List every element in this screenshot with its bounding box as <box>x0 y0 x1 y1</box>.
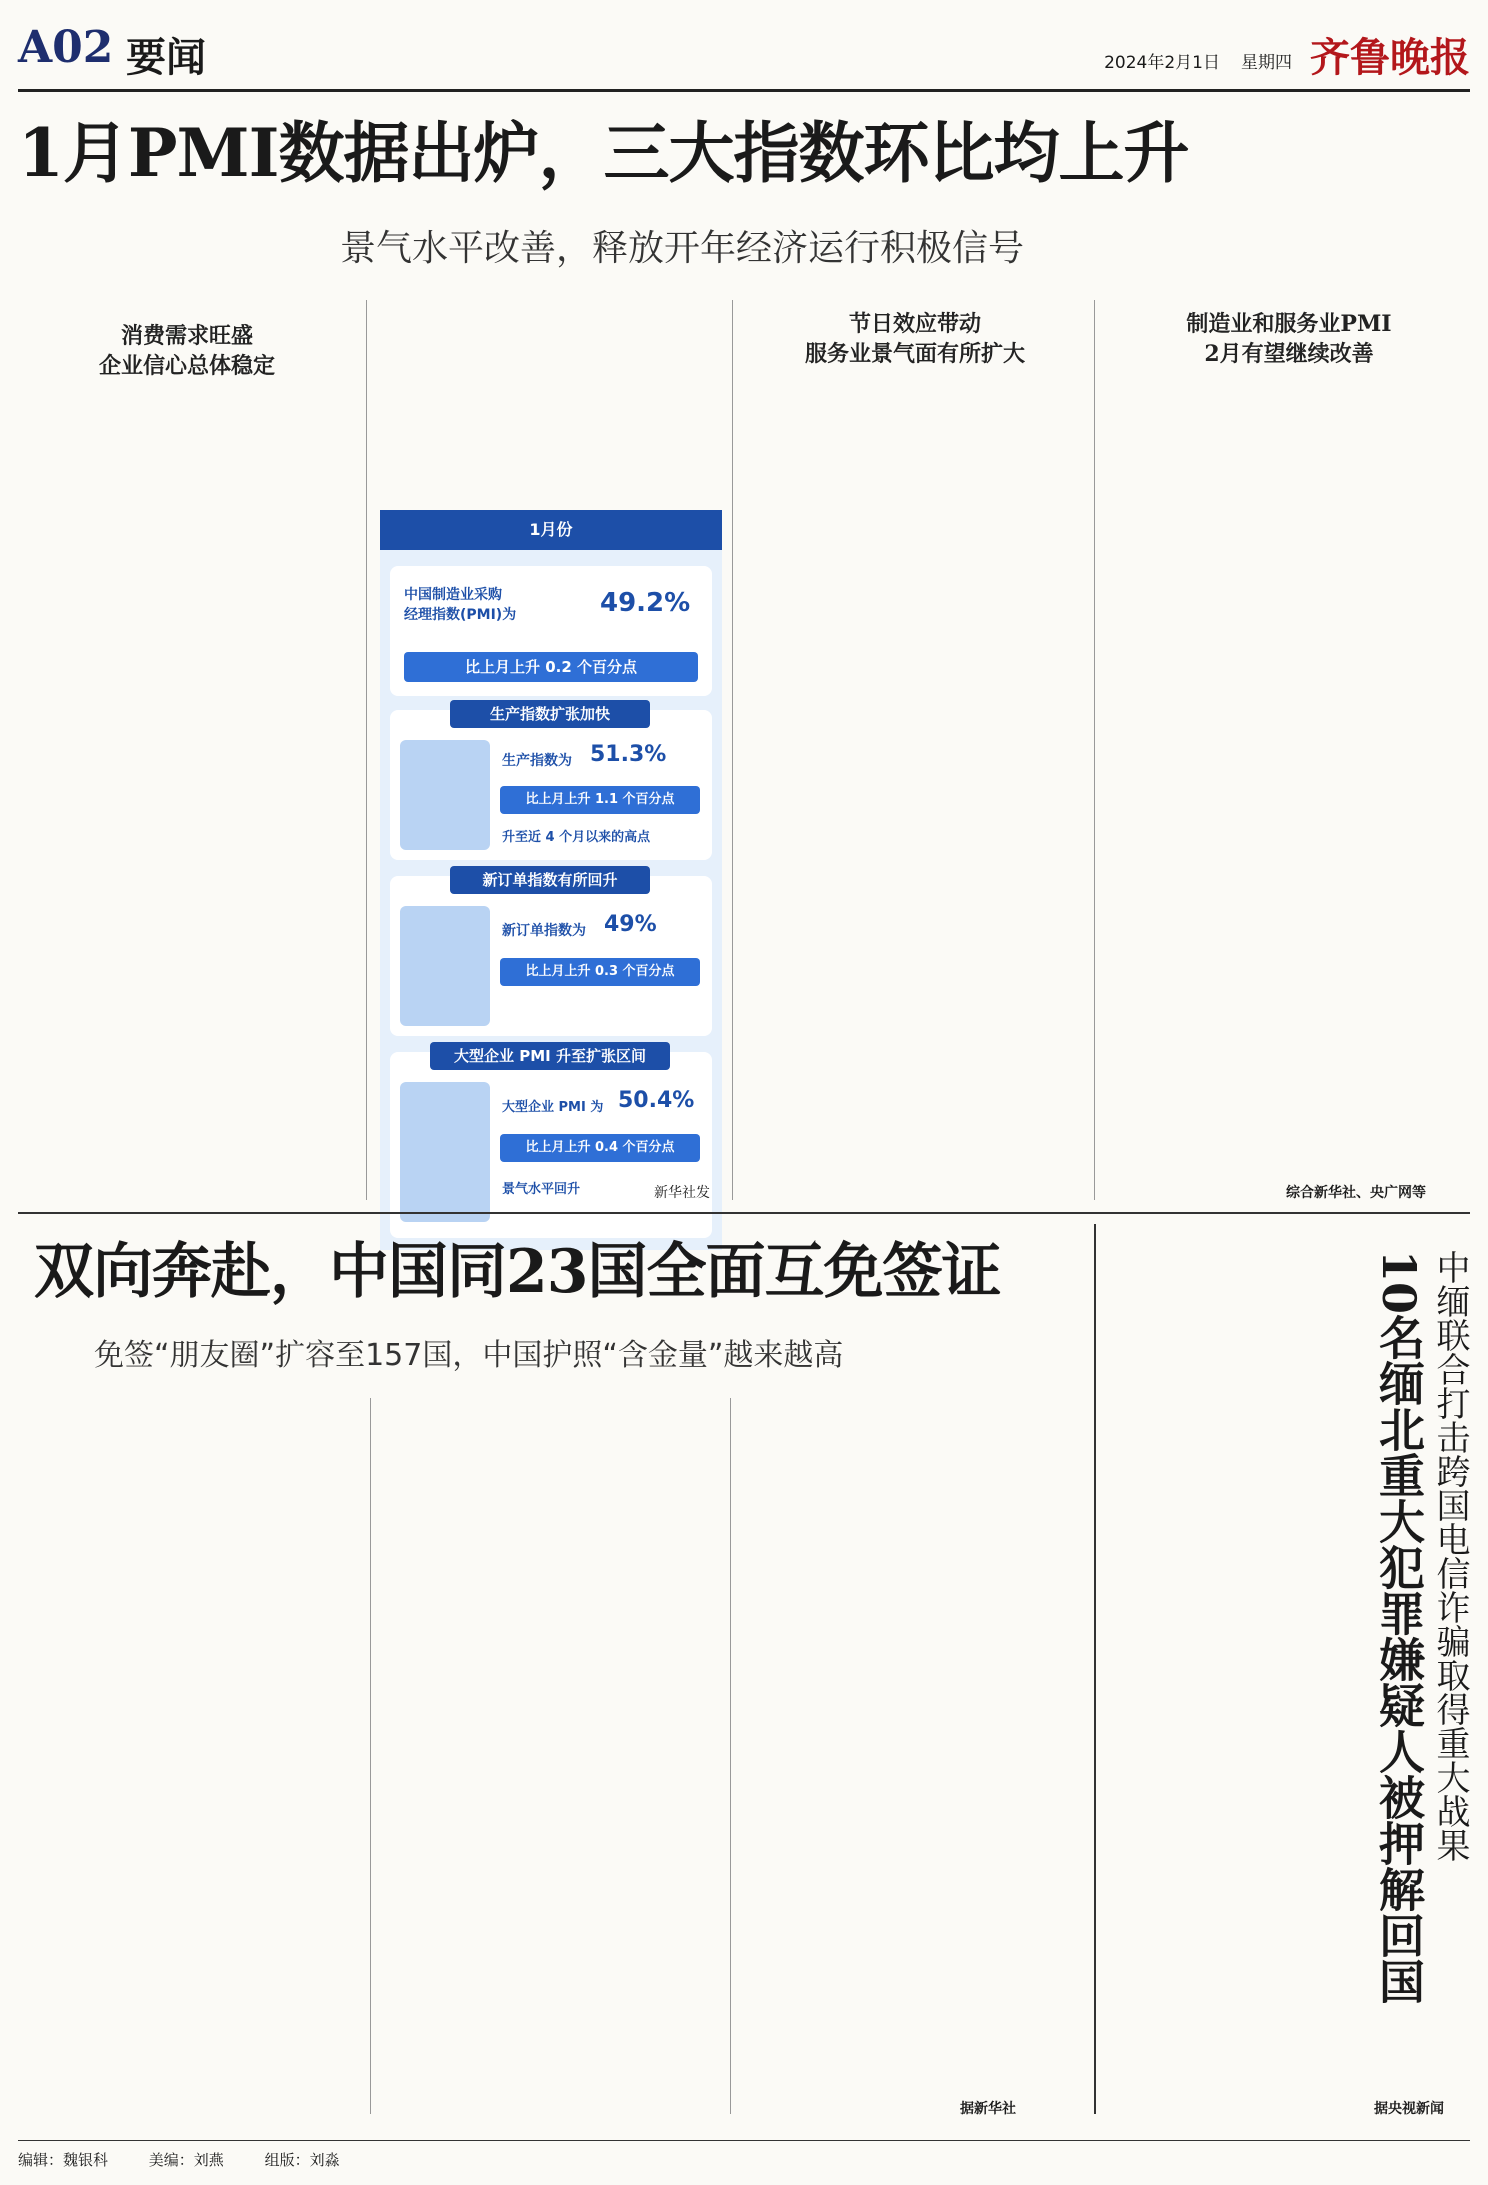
infographic-month: 1月份 <box>529 520 573 539</box>
story3-source: 据央视新闻 <box>1374 2101 1444 2117</box>
story3-headline: 10名缅北重大犯罪嫌疑人被押解回国 <box>1372 1250 1426 2005</box>
new-orders-value: 49% <box>604 912 657 937</box>
new-orders-label: 新订单指数为 <box>502 923 586 939</box>
newspaper-logo: 齐鲁晚报 <box>1310 34 1470 81</box>
new-orders-change: 比上月上升 0.3 个百分点 <box>500 958 700 986</box>
story1-col4-subtitle: 制造业和服务业PMI 2月有望继续改善 <box>1186 311 1392 367</box>
photo-credit: 新华社发 <box>654 1185 710 1201</box>
story1-source: 综合新华社、央广网等 <box>1286 1185 1426 1201</box>
large-enterprise-label: 大型企业 PMI 为 <box>502 1100 604 1115</box>
footer-proofreader: 组版：刘淼 <box>264 2151 340 2169</box>
large-enterprise-note: 景气水平回升 <box>502 1182 581 1197</box>
column-rule <box>366 300 367 1200</box>
page-footer <box>18 2140 1470 2170</box>
city-buildings-illustration <box>400 1082 490 1222</box>
column-rule <box>732 300 733 1200</box>
production-index-tag: 生产指数扩张加快 <box>450 700 650 728</box>
calculator-illustration <box>400 906 490 1026</box>
manufacturing-pmi-label: 中国制造业采购 经理指数(PMI)为 <box>404 587 517 623</box>
production-index-note: 升至近 4 个月以来的高点 <box>502 830 651 845</box>
story1-column-3 <box>746 300 1084 1200</box>
story3-column <box>1108 1226 1358 2106</box>
story2-column-2 <box>380 1398 720 2114</box>
story2-headline: 双向奔赴，中国同23国全面互免签证 <box>34 1237 1001 1307</box>
panel-manufacturing-pmi <box>390 566 712 696</box>
panel-new-orders-index <box>390 871 712 1036</box>
story3-subhead: 中缅联合打击跨国电信诈骗取得重大战果 <box>1430 1250 1470 1862</box>
factory-robot-illustration <box>400 740 490 850</box>
issue-weekday: 星期四 <box>1241 53 1292 73</box>
story1-col1-subtitle: 消费需求旺盛 企业信心总体稳定 <box>98 323 275 379</box>
story1-subhead: 景气水平改善，释放开年经济运行积极信号 <box>340 228 1025 269</box>
large-enterprise-tag: 大型企业 PMI 升至扩张区间 <box>430 1042 670 1070</box>
footer-designer: 美编：刘燕 <box>148 2151 224 2169</box>
panel-production-index <box>390 705 712 860</box>
issue-date: 2024年2月1日 <box>1104 53 1220 73</box>
panel-large-enterprise-pmi <box>390 1047 712 1238</box>
large-enterprise-value: 50.4% <box>618 1088 695 1113</box>
production-index-label: 生产指数为 <box>502 753 572 769</box>
story1-lead <box>380 300 722 490</box>
production-index-value: 51.3% <box>590 742 667 767</box>
column-rule <box>730 1398 731 2114</box>
new-orders-tag: 新订单指数有所回升 <box>450 866 650 894</box>
footer-editor: 编辑：魏银科 <box>18 2151 109 2169</box>
story1-column-4 <box>1108 300 1470 1180</box>
column-rule <box>370 1398 371 2114</box>
page-number: A02 <box>18 22 114 73</box>
story2-subhead: 免签“朋友圈”扩容至157国，中国护照“含金量”越来越高 <box>94 1338 844 1373</box>
story2-source: 据新华社 <box>960 2101 1016 2117</box>
pmi-infographic <box>380 510 722 1250</box>
story1-col3-subtitle: 节日效应带动 服务业景气面有所扩大 <box>804 311 1025 367</box>
production-index-change: 比上月上升 1.1 个百分点 <box>500 786 700 814</box>
masthead <box>18 22 1470 92</box>
story1-column-1 <box>18 312 356 1212</box>
column-rule <box>1094 300 1095 1200</box>
manufacturing-pmi-value: 49.2% <box>600 588 691 618</box>
story1-headline: 1月PMI数据出炉，三大指数环比均上升 <box>18 114 1189 192</box>
large-enterprise-change: 比上月上升 0.4 个百分点 <box>500 1134 700 1162</box>
manufacturing-pmi-change: 比上月上升 0.2 个百分点 <box>404 652 698 682</box>
section-name: 要闻 <box>126 34 206 81</box>
story-separator <box>18 1212 1470 1214</box>
story2-column-1 <box>18 1398 360 2114</box>
story2-column-3 <box>740 1398 1080 2094</box>
column-rule <box>1094 1224 1096 2114</box>
